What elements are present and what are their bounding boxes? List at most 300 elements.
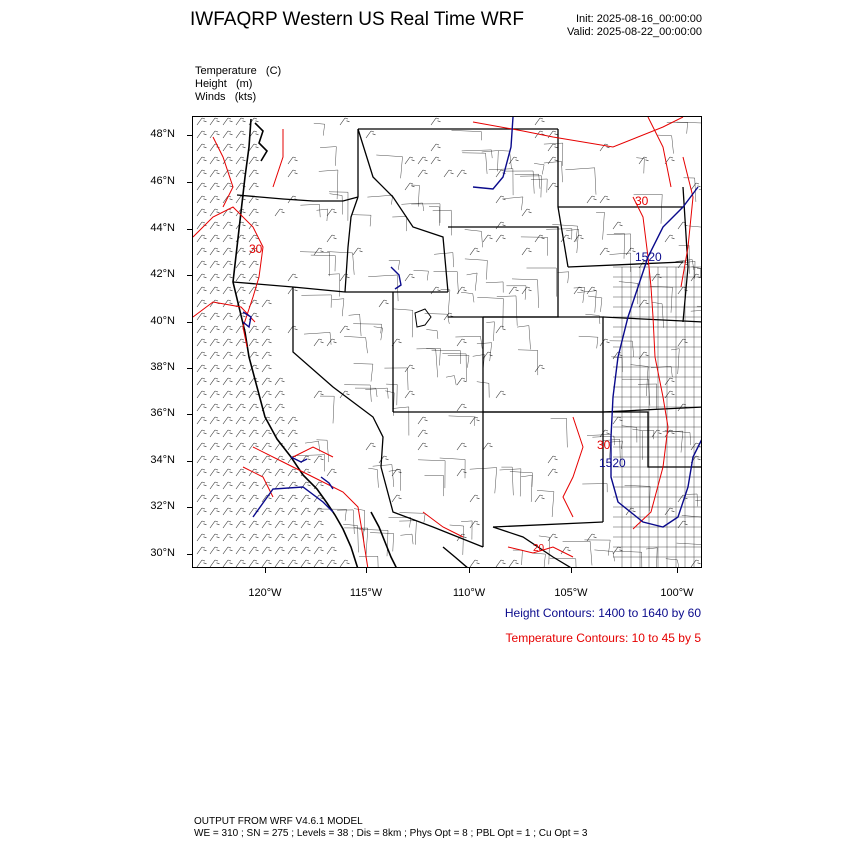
wind-barb: [249, 170, 259, 177]
county-line: [649, 347, 658, 357]
wind-barb: [249, 339, 259, 346]
county-line: [658, 327, 667, 337]
county-line: [694, 337, 702, 347]
wind-barb: [275, 547, 285, 554]
wind-barb: [327, 469, 337, 476]
wind-barb: [236, 469, 246, 476]
wind-barb: [327, 560, 337, 567]
wind-barb: [236, 118, 246, 125]
wind-barb: [210, 495, 220, 502]
wind-barb: [665, 235, 675, 242]
county-line: [442, 354, 466, 382]
wind-barb: [639, 352, 649, 359]
lat-label-36: 36°N: [150, 407, 175, 419]
county-line: [329, 192, 348, 221]
temperature-field-label: Temperature (C): [195, 65, 282, 77]
wind-barb: [210, 508, 220, 515]
county-line: [694, 347, 702, 357]
county-line: [649, 427, 658, 437]
county-line: [619, 282, 638, 305]
county-line: [631, 367, 640, 377]
wind-barb: [197, 287, 207, 294]
wind-barb: [262, 456, 272, 463]
county-line: [658, 277, 667, 287]
wind-barb: [236, 404, 246, 411]
map-panel[interactable]: [192, 116, 702, 568]
county-line: [426, 349, 437, 378]
wind-barb: [262, 547, 272, 554]
wind-barb: [548, 469, 558, 476]
wind-barb: [262, 352, 272, 359]
wind-barb: [210, 534, 220, 541]
wind-barb: [340, 118, 350, 125]
wind-barb: [249, 378, 259, 385]
wind-barb: [223, 326, 233, 333]
county-line: [631, 537, 640, 547]
wind-barb: [314, 534, 324, 541]
wind-barb: [379, 300, 389, 307]
wind-barb: [197, 443, 207, 450]
county-line: [649, 367, 658, 377]
county-line: [622, 287, 631, 297]
county-line: [418, 460, 445, 488]
wind-barb: [197, 183, 207, 190]
wind-barb: [483, 443, 493, 450]
wind-barb: [197, 196, 207, 203]
wind-barb: [288, 274, 298, 281]
county-line: [352, 215, 371, 227]
wind-barb: [197, 560, 207, 567]
county-line: [676, 377, 685, 387]
county-line: [631, 447, 640, 457]
county-line: [584, 540, 610, 556]
wind-barb: [470, 248, 480, 255]
wind-barb: [275, 417, 285, 424]
county-line: [399, 521, 416, 545]
wind-barb: [223, 261, 233, 268]
county-line: [311, 255, 336, 271]
wind-barb: [288, 508, 298, 515]
county-line: [685, 377, 694, 387]
county-line: [622, 537, 631, 547]
county-line: [658, 547, 667, 557]
lon-tick: [366, 568, 367, 573]
county-line: [640, 527, 649, 537]
wind-barb: [496, 391, 506, 398]
great-salt-lake-icon: [415, 309, 431, 327]
county-line: [685, 417, 694, 427]
wind-barb: [236, 391, 246, 398]
county-line: [658, 427, 667, 437]
wind-barb: [301, 508, 311, 515]
county-line: [497, 296, 517, 326]
county-line: [640, 477, 649, 487]
wind-barb: [275, 508, 285, 515]
county-line: [441, 289, 450, 317]
county-line: [658, 527, 667, 537]
county-line: [640, 377, 649, 387]
lat-label-46: 46°N: [150, 175, 175, 187]
county-line: [486, 282, 503, 293]
county-line: [300, 204, 320, 217]
wind-barb: [587, 287, 597, 294]
county-line: [651, 366, 672, 377]
wind-barb: [275, 469, 285, 476]
county-line: [613, 287, 622, 297]
wind-barb: [314, 339, 324, 346]
wind-barb: [496, 196, 506, 203]
wind-barb: [327, 547, 337, 554]
wind-barb: [496, 235, 506, 242]
county-line: [685, 337, 694, 347]
wind-barb: [522, 209, 532, 216]
county-line: [631, 467, 640, 477]
wind-barb: [249, 417, 259, 424]
county-line: [685, 557, 694, 567]
county-line: [446, 376, 456, 386]
county-line: [394, 309, 413, 337]
county-line: [467, 273, 478, 291]
wind-barb: [223, 365, 233, 372]
wind-barb: [431, 118, 441, 125]
wind-barb: [353, 248, 363, 255]
county-line: [667, 307, 676, 317]
county-line: [685, 407, 694, 417]
wind-barb: [210, 170, 220, 177]
county-line: [685, 537, 694, 547]
wind-barb: [418, 417, 428, 424]
wind-barb: [548, 456, 558, 463]
run-times: [567, 13, 702, 39]
wind-barb: [288, 157, 298, 164]
wind-barb: [431, 157, 441, 164]
county-line: [694, 487, 702, 497]
wind-barb: [210, 521, 220, 528]
county-line: [631, 487, 640, 497]
wind-barb: [197, 248, 207, 255]
wind-barb: [314, 391, 324, 398]
wind-barb: [288, 547, 298, 554]
county-line: [640, 557, 649, 567]
county-line: [649, 477, 658, 487]
wind-barb: [223, 482, 233, 489]
wind-barb: [223, 287, 233, 294]
wind-barb: [249, 495, 259, 502]
county-line: [349, 314, 362, 336]
county-line: [631, 457, 640, 467]
county-line: [613, 267, 622, 277]
wind-barb: [249, 183, 259, 190]
wind-barb: [236, 430, 246, 437]
county-line: [607, 234, 631, 251]
county-line: [676, 477, 685, 487]
lat-label-32: 32°N: [150, 500, 175, 512]
county-line: [667, 457, 676, 467]
wind-barb: [509, 560, 519, 567]
height-contours-legend: Height Contours: 1400 to 1640 by 60: [504, 606, 701, 620]
county-line: [667, 337, 676, 347]
county-line: [685, 267, 694, 277]
wind-barb: [613, 417, 623, 424]
wind-barb: [301, 495, 311, 502]
wind-barb: [301, 534, 311, 541]
wind-barb: [405, 183, 415, 190]
county-line: [319, 170, 338, 199]
county-line: [694, 477, 702, 487]
wind-barb: [301, 521, 311, 528]
county-line: [631, 267, 640, 277]
wind-barb: [405, 391, 415, 398]
wind-barb: [600, 430, 610, 437]
county-line: [425, 476, 444, 497]
wind-barb: [210, 131, 220, 138]
county-line: [694, 287, 702, 297]
wind-barb: [236, 456, 246, 463]
county-line: [622, 527, 631, 537]
county-line: [614, 551, 642, 568]
county-line: [640, 287, 649, 297]
county-line: [640, 467, 649, 477]
wind-barb: [236, 157, 246, 164]
county-line: [610, 253, 631, 272]
county-line: [658, 487, 667, 497]
wind-barb: [210, 326, 220, 333]
wind-barb: [405, 274, 415, 281]
county-line: [622, 426, 637, 443]
wind-barb: [665, 508, 675, 515]
wind-barb: [249, 404, 259, 411]
wind-barb: [262, 469, 272, 476]
county-line: [667, 317, 676, 327]
county-line: [317, 440, 329, 462]
wind-barb: [691, 274, 701, 281]
wind-barb: [210, 417, 220, 424]
county-line: [685, 427, 694, 437]
county-line: [613, 397, 622, 407]
county-line: [694, 297, 702, 307]
county-line: [649, 297, 658, 307]
wind-barb: [249, 391, 259, 398]
wind-barb: [210, 365, 220, 372]
wind-barb: [210, 430, 220, 437]
county-line: [685, 547, 694, 557]
wind-barb: [197, 404, 207, 411]
lat-label-48: 48°N: [150, 128, 175, 140]
county-line: [636, 158, 644, 174]
county-line: [676, 387, 685, 397]
wind-barb: [236, 261, 246, 268]
wind-barb: [223, 352, 233, 359]
wind-barb: [509, 287, 519, 294]
county-line: [433, 210, 452, 235]
county-line: [658, 497, 667, 507]
county-line: [685, 507, 694, 517]
temp-label-oregon: 30: [249, 242, 263, 256]
wind-barb: [379, 456, 389, 463]
county-line: [531, 179, 547, 193]
county-line: [622, 487, 631, 497]
county-line: [658, 337, 667, 347]
county-line: [465, 230, 483, 248]
county-line: [686, 494, 697, 506]
wind-barb: [197, 482, 207, 489]
county-line: [622, 367, 631, 377]
wind-barb: [223, 378, 233, 385]
county-line: [557, 272, 569, 283]
plot-title: IWFAQRP Western US Real Time WRF: [190, 9, 524, 30]
wind-barb: [236, 443, 246, 450]
field-legend: [195, 65, 281, 104]
baja-gulf-coast: [371, 512, 397, 568]
county-line: [658, 367, 667, 377]
county-line: [622, 557, 631, 567]
wind-barb: [197, 456, 207, 463]
county-line: [521, 475, 532, 487]
wind-barb: [262, 560, 272, 567]
wind-barb: [613, 547, 623, 554]
wind-barb: [340, 560, 350, 567]
county-line: [359, 556, 378, 568]
init-time: Init: 2025-08-16_00:00:00: [576, 13, 702, 25]
wind-barb: [223, 118, 233, 125]
county-line: [425, 314, 450, 324]
wind-barb: [210, 456, 220, 463]
wind-barb: [496, 222, 506, 229]
county-line: [667, 527, 676, 537]
county-line: [461, 292, 474, 302]
wind-barb: [444, 170, 454, 177]
county-line: [640, 497, 649, 507]
wind-barb: [236, 508, 246, 515]
county-line: [667, 417, 676, 427]
wind-barb: [496, 326, 506, 333]
wind-barb: [535, 235, 545, 242]
wind-barb: [275, 534, 285, 541]
county-line: [676, 357, 685, 367]
county-line: [676, 277, 685, 287]
wind-barb: [210, 378, 220, 385]
wind-barb: [223, 469, 233, 476]
wind-barb: [275, 391, 285, 398]
wind-barb: [236, 417, 246, 424]
lon-label-105: 105°W: [554, 587, 588, 599]
county-line: [699, 190, 702, 217]
temperature-contours-legend: Temperature Contours: 10 to 45 by 5: [505, 631, 701, 645]
wind-barb: [236, 378, 246, 385]
county-line: [694, 367, 702, 377]
county-line: [613, 367, 622, 377]
wind-barb: [223, 300, 233, 307]
county-line: [414, 270, 429, 280]
county-line: [640, 307, 649, 317]
county-line: [649, 467, 658, 477]
model-settings: WE = 310 ; SN = 275 ; Levels = 38 ; Dis = 8km ; Phys Opt = 8 ; PBL Opt = 1 ; Cu Opt = 3: [194, 828, 588, 839]
county-line: [622, 377, 631, 387]
wind-barb: [275, 404, 285, 411]
wind-barb: [223, 248, 233, 255]
wind-barb: [600, 248, 610, 255]
county-line: [685, 347, 694, 357]
county-line: [640, 357, 649, 367]
wind-barb: [210, 339, 220, 346]
wind-barb: [223, 222, 233, 229]
wind-barb: [288, 430, 298, 437]
county-line: [631, 437, 640, 447]
county-line: [534, 553, 546, 568]
county-line: [640, 337, 649, 347]
wind-barb: [249, 521, 259, 528]
county-line: [486, 322, 494, 341]
county-line: [694, 517, 702, 527]
wind-barb: [262, 508, 272, 515]
wind-barb: [548, 144, 558, 151]
county-line: [649, 437, 658, 447]
wind-barb: [275, 560, 285, 567]
wind-barb: [236, 482, 246, 489]
county-line: [676, 457, 685, 467]
wind-barb: [327, 209, 337, 216]
wind-barb: [262, 326, 272, 333]
wind-barb: [288, 534, 298, 541]
county-line: [676, 297, 685, 307]
county-line: [317, 209, 328, 221]
county-line: [622, 337, 631, 347]
wind-barb: [249, 560, 259, 567]
wind-barb: [470, 521, 480, 528]
county-line: [344, 336, 367, 353]
county-line: [694, 387, 702, 397]
wind-barb: [275, 378, 285, 385]
county-line: [489, 169, 513, 196]
wind-barb: [249, 209, 259, 216]
county-line: [676, 437, 685, 447]
county-line: [685, 367, 694, 377]
wind-barb: [340, 274, 350, 281]
wind-barb: [535, 365, 545, 372]
wind-barb: [249, 534, 259, 541]
wind-barb: [301, 560, 311, 567]
county-line: [613, 517, 622, 527]
wind-barb: [665, 378, 675, 385]
county-line: [658, 317, 667, 327]
lon-tick: [677, 568, 678, 573]
county-line: [667, 447, 676, 457]
county-line: [296, 455, 325, 472]
wind-barb: [210, 248, 220, 255]
county-line: [676, 557, 685, 567]
wind-barb: [249, 352, 259, 359]
county-line: [667, 357, 676, 367]
county-line: [640, 487, 649, 497]
wind-barb: [210, 118, 220, 125]
wind-barb: [236, 365, 246, 372]
county-line: [622, 347, 631, 357]
lat-label-42: 42°N: [150, 268, 175, 280]
county-line: [631, 377, 640, 387]
wind-barb: [340, 326, 350, 333]
county-line: [691, 309, 702, 339]
county-line: [658, 397, 667, 407]
county-line: [462, 153, 487, 174]
wind-barb: [236, 352, 246, 359]
wind-barb: [210, 157, 220, 164]
county-line: [649, 527, 658, 537]
wind-barb: [574, 235, 584, 242]
county-line: [649, 307, 658, 317]
county-line: [400, 534, 413, 544]
lat-label-34: 34°N: [150, 454, 175, 466]
county-line: [565, 168, 596, 195]
